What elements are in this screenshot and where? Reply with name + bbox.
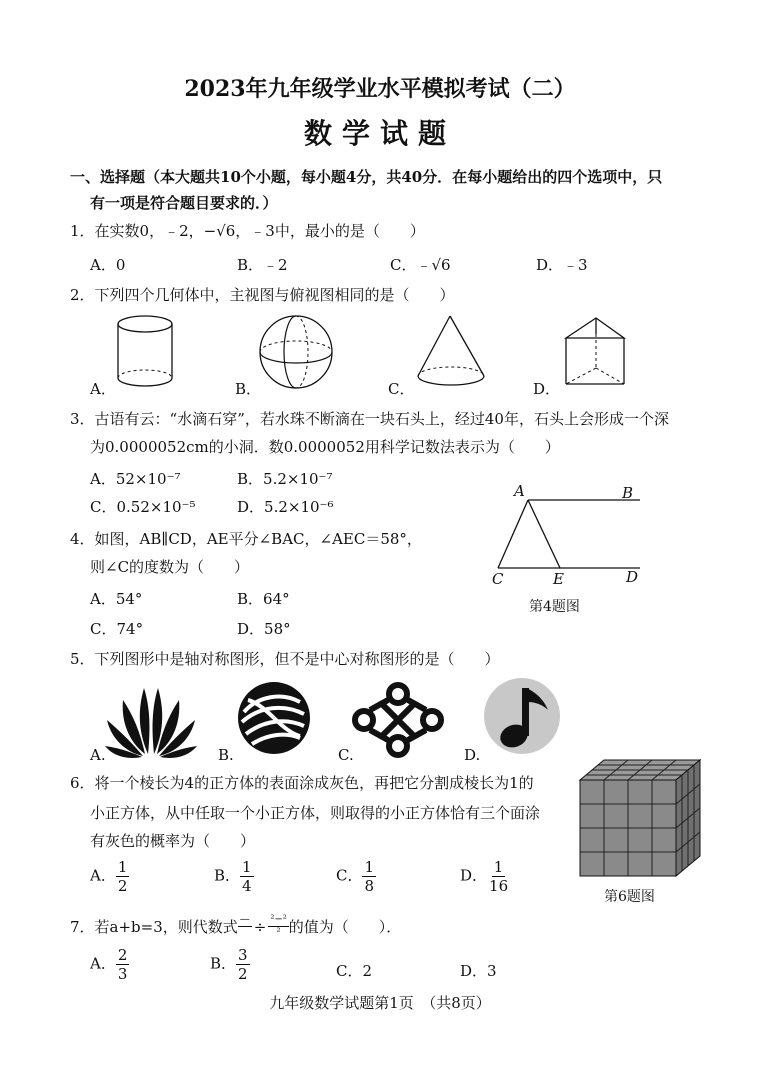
q1-option-d[interactable]: D．﹣3 [536,256,588,274]
q7-option-b[interactable]: B． $\frac{3}{2}$ [210,946,248,983]
q7-option-d[interactable]: D．3 [460,962,497,980]
cone-figure [412,312,492,392]
q5-option-d[interactable]: D. [464,746,481,764]
huawei-logo-icon [104,682,198,758]
question-6-stem-cont2: 有灰色的概率为（ ） [90,832,256,850]
q1-option-a[interactable]: A．0 [90,256,126,274]
question-4-stem-cont: 则∠C的度数为（ ） [90,558,250,576]
q3-option-a[interactable]: A．52×10⁻⁷ [90,470,181,488]
section-heading-cont: 有一项是符合题目要求的．） [90,194,278,212]
q2-option-a[interactable]: A． [90,380,116,398]
q2-option-c[interactable]: C． [388,380,415,398]
music-note-logo-icon [482,676,566,760]
page-footer: 九年级数学试题第1页 （共8页） [269,994,491,1012]
q5-option-a[interactable]: A. [90,746,106,764]
q2-option-b[interactable]: B． [235,380,262,398]
cube-grid-figure [576,756,706,882]
figure-6-caption: 第6题图 [604,889,655,905]
point-label-b: B [622,484,634,502]
question-3-stem: 3．古语有云：“水滴石穿”，若水珠不断滴在一块石头上，经过40年，石头上会形成一个深 [70,410,669,428]
point-label-a: A [514,482,525,500]
point-label-c: C [492,570,504,588]
question-2-stem: 2．下列四个几何体中，主视图与俯视图相同的是（ ） [70,286,455,304]
question-6-stem-cont: 小正方体，从中任取一个小正方体，则取得的小正方体恰有三个面涂 [90,804,541,822]
point-label-e: E [553,570,564,588]
q4-option-d[interactable]: D．58° [237,620,291,638]
question-4-stem: 4．如图，AB∥CD，AE平分∠BAC，∠AEC＝58°， [70,530,422,548]
page-title: 2023年九年级学业水平模拟考试（二） [184,76,576,102]
q5-option-b[interactable]: B. [218,746,234,764]
q3-option-d[interactable]: D．5.2×10⁻⁶ [237,498,334,516]
question-1-stem: 1．在实数0，﹣2，−√6，﹣3中，最小的是（ ） [70,222,425,240]
sphere-figure [258,312,338,392]
q7-option-a[interactable]: A． $\frac{2}{3}$ [90,946,128,983]
question-3-stem-cont: 为0.0000052cm的小洞．数0.0000052用科学记数法表示为（ ） [90,438,560,456]
q7-option-c[interactable]: C．2 [336,962,373,980]
figure-4-caption: 第4题图 [529,599,580,615]
question-7-stem: 7．若a+b=3，则代数式 — ÷ $\frac{\text{²−²}}{\text{²}}$ 的值为（ ）． [70,914,402,938]
q4-option-a[interactable]: A．54° [90,590,143,608]
cylinder-figure [112,312,182,392]
china-unicom-logo-icon [352,680,446,760]
point-label-d: D [626,568,639,586]
section-heading: 一、选择题（本大题共10个小题，每小题4分，共40分．在每小题给出的四个选项中，只 [70,168,663,186]
q3-option-b[interactable]: B．5.2×10⁻⁷ [237,470,333,488]
page-subtitle: 数学试题 [303,117,456,150]
q4-option-b[interactable]: B．64° [237,590,290,608]
question-6-stem: 6．将一个棱长为4的正方体的表面涂成灰色，再把它分割成棱长为1的 [70,774,534,792]
q1-option-b[interactable]: B．﹣2 [237,256,288,274]
question-5-stem: 5．下列图形中是轴对称图形，但不是中心对称图形的是（ ） [70,650,500,668]
q2-option-d[interactable]: D． [533,380,561,398]
china-mobile-logo-icon [234,678,318,762]
q6-option-d[interactable]: D． $\frac{1}{16}$ [460,858,509,895]
q6-option-a[interactable]: A． $\frac{1}{2}$ [90,858,128,895]
q6-option-c[interactable]: C． $\frac{1}{8}$ [336,858,375,895]
triangular-prism-figure [558,314,638,394]
q4-option-c[interactable]: C．74° [90,620,144,638]
q5-option-c[interactable]: C. [338,746,354,764]
q1-option-c[interactable]: C．﹣√6 [390,256,451,274]
q3-option-c[interactable]: C．0.52×10⁻⁵ [90,498,196,516]
q6-option-b[interactable]: B． $\frac{1}{4}$ [214,858,252,895]
